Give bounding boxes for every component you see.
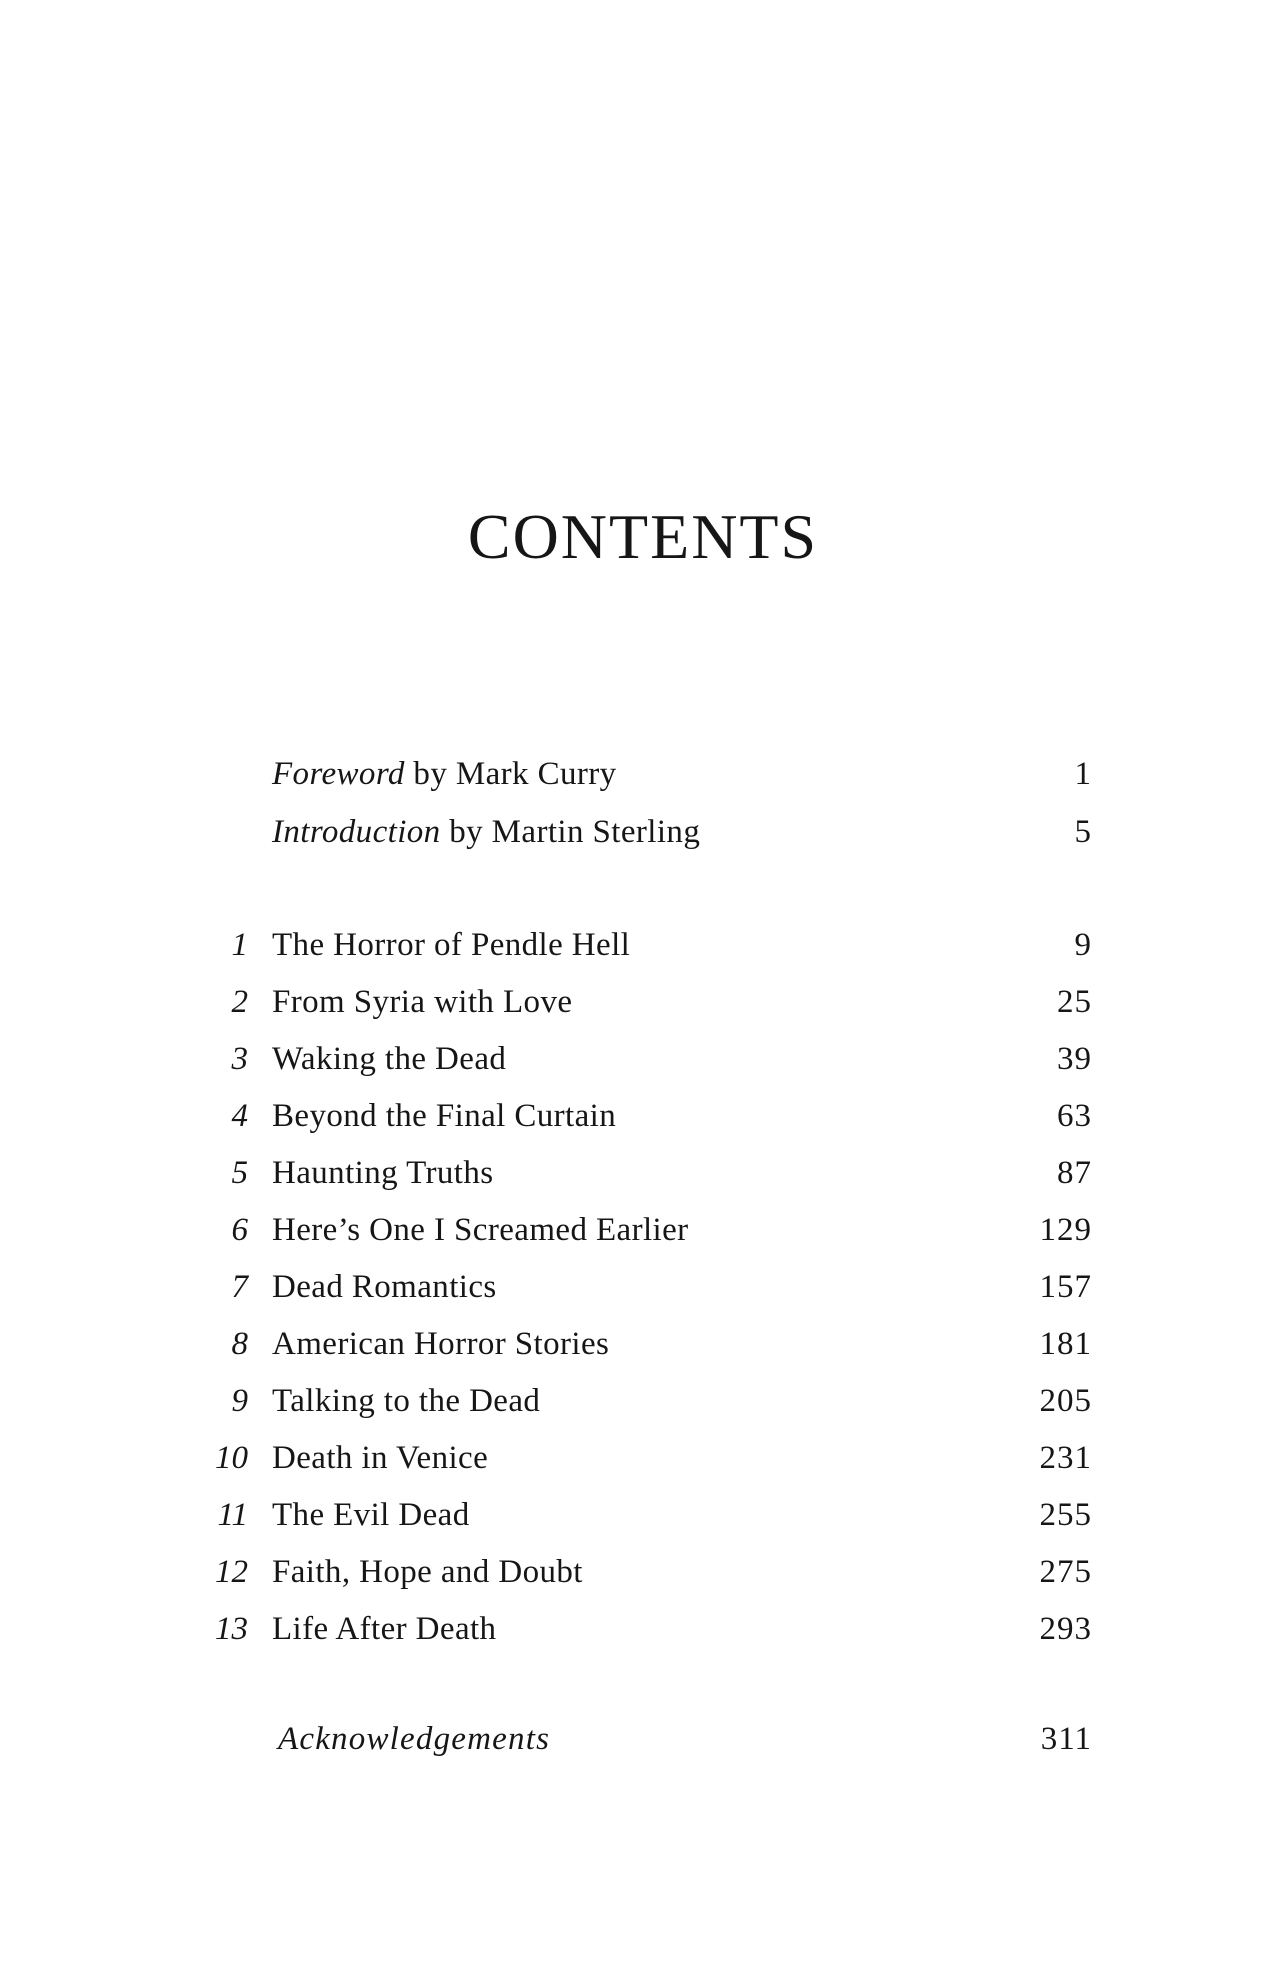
chapter-page: 129 (1039, 1212, 1092, 1248)
chapter-title: American Horror Stories (272, 1326, 610, 1362)
toc-chapter-row (0, 980, 1268, 1024)
chapter-title: Dead Romantics (272, 1269, 497, 1305)
chapter-title: The Horror of Pendle Hell (272, 927, 631, 963)
chapter-page: 231 (1039, 1440, 1092, 1476)
chapter-page: 25 (1057, 984, 1092, 1020)
toc-chapter-row (0, 923, 1268, 967)
chapter-number: 4 (231, 1098, 248, 1134)
chapter-page: 255 (1039, 1497, 1092, 1533)
chapter-number: 6 (231, 1212, 248, 1248)
toc-chapter-row (0, 1379, 1268, 1423)
toc-entry-title: Acknowledgements (278, 1721, 551, 1757)
toc-chapter-row (0, 1493, 1268, 1537)
toc-entry-page: 5 (1074, 814, 1092, 850)
chapter-number: 5 (231, 1155, 248, 1191)
toc-entry-page: 311 (1040, 1721, 1092, 1757)
toc-entry-title (272, 810, 700, 854)
chapter-title: Faith, Hope and Doubt (272, 1554, 583, 1590)
chapter-title: Beyond the Final Curtain (272, 1098, 617, 1134)
toc-chapter-row (0, 1436, 1268, 1480)
toc-entry-page: 1 (1074, 756, 1092, 792)
chapter-page: 9 (1074, 927, 1092, 963)
chapter-number: 7 (231, 1269, 248, 1305)
chapter-number: 13 (215, 1611, 248, 1647)
toc-chapter-row (0, 1037, 1268, 1081)
chapter-page: 63 (1057, 1098, 1092, 1134)
chapter-title: From Syria with Love (272, 984, 573, 1020)
chapter-page: 293 (1039, 1611, 1092, 1647)
chapter-title: Talking to the Dead (272, 1383, 541, 1419)
chapter-page: 39 (1057, 1041, 1092, 1077)
toc-entry-italic-title: Foreword (272, 756, 405, 792)
chapter-number: 10 (215, 1440, 248, 1476)
chapter-number: 9 (231, 1383, 248, 1419)
toc-entry-acknowledgements (0, 1717, 1268, 1761)
chapter-number: 8 (231, 1326, 248, 1362)
toc-chapter-row (0, 1265, 1268, 1309)
chapter-number: 2 (231, 984, 248, 1020)
toc-chapter-row (0, 1550, 1268, 1594)
chapter-title: Life After Death (272, 1611, 497, 1647)
toc-entry-byline: by Martin Sterling (440, 814, 701, 850)
page-title: CONTENTS (467, 501, 819, 572)
toc-entry-foreword (0, 752, 1268, 796)
toc-entry-title (272, 752, 617, 796)
chapter-number: 3 (231, 1041, 248, 1077)
toc-chapter-row (0, 1151, 1268, 1195)
chapter-title: Here’s One I Screamed Earlier (272, 1212, 689, 1248)
chapter-number: 11 (217, 1497, 248, 1533)
chapter-page: 275 (1039, 1554, 1092, 1590)
chapter-title: Death in Venice (272, 1440, 489, 1476)
chapter-page: 157 (1039, 1269, 1092, 1305)
toc-chapter-row (0, 1094, 1268, 1138)
chapter-number: 1 (231, 927, 248, 963)
chapter-page: 87 (1057, 1155, 1092, 1191)
toc-entry-introduction (0, 810, 1268, 854)
chapter-title: Haunting Truths (272, 1155, 494, 1191)
chapter-title: Waking the Dead (272, 1041, 507, 1077)
chapter-page: 205 (1039, 1383, 1092, 1419)
toc-chapter-row (0, 1208, 1268, 1252)
toc-entry-byline: by Mark Curry (404, 756, 617, 792)
chapter-title: The Evil Dead (272, 1497, 470, 1533)
toc-entry-italic-title: Introduction (272, 814, 441, 850)
chapter-number: 12 (215, 1554, 248, 1590)
toc-chapter-row (0, 1607, 1268, 1651)
chapter-page: 181 (1039, 1326, 1092, 1362)
toc-chapter-row (0, 1322, 1268, 1366)
